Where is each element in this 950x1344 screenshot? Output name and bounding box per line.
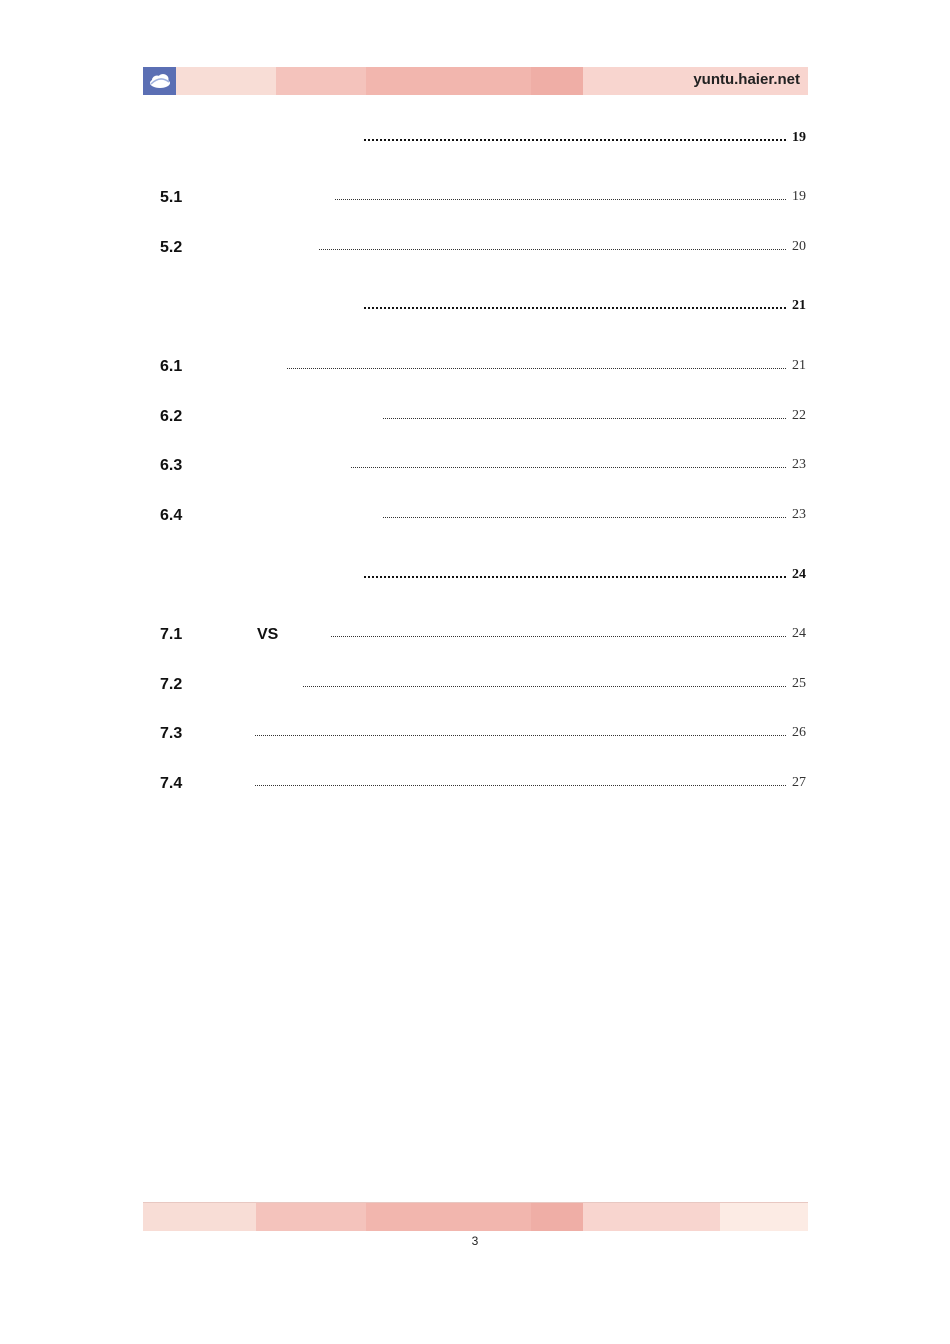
toc-entry-6-2[interactable]	[0, 408, 950, 430]
dot-leader	[364, 576, 786, 578]
page-ref: 25	[792, 676, 806, 691]
dot-leader	[364, 307, 786, 309]
toc-entry-chapter-6[interactable]	[0, 298, 950, 320]
dot-leader	[255, 735, 786, 736]
dot-leader	[364, 139, 786, 141]
dot-leader	[335, 199, 786, 200]
toc-entry-5-2[interactable]	[0, 239, 950, 261]
page-ref: 19	[792, 189, 806, 204]
dot-leader	[351, 467, 786, 468]
toc-entry-chapter-5[interactable]	[0, 130, 950, 152]
section-number: 7.2	[160, 676, 183, 693]
toc-entry-7-2[interactable]	[0, 676, 950, 698]
section-number: 6.4	[160, 507, 183, 524]
header-band	[143, 67, 808, 95]
toc-entry-7-4[interactable]	[0, 775, 950, 797]
toc-entry-chapter-7[interactable]	[0, 567, 950, 589]
page-number: 3	[471, 1234, 479, 1248]
page-ref: 20	[792, 239, 806, 254]
toc-entry-6-1[interactable]	[0, 358, 950, 380]
page-ref: 26	[792, 725, 806, 740]
section-number: 5.2	[160, 239, 183, 256]
page-ref: 23	[792, 507, 806, 522]
toc-entry-5-1[interactable]	[0, 189, 950, 211]
section-number: 5.1	[160, 189, 183, 206]
dot-leader	[255, 785, 786, 786]
section-number: 6.2	[160, 408, 183, 425]
toc-entry-6-4[interactable]	[0, 507, 950, 529]
dot-leader	[383, 517, 786, 518]
page-ref: 27	[792, 775, 806, 790]
page-ref: 24	[792, 567, 806, 582]
section-number: 6.1	[160, 358, 183, 375]
page-ref: 19	[792, 130, 806, 145]
site-url: yuntu.haier.net	[693, 71, 800, 88]
toc-entry-6-3[interactable]	[0, 457, 950, 479]
section-number: 7.1	[160, 626, 183, 643]
dot-leader	[287, 368, 786, 369]
toc-entry-7-3[interactable]	[0, 725, 950, 747]
section-number: 6.3	[160, 457, 183, 474]
page-ref: 22	[792, 408, 806, 423]
page-ref: 21	[792, 298, 806, 313]
section-title-fragment: VS	[257, 626, 279, 643]
dot-leader	[303, 686, 786, 687]
dot-leader	[319, 249, 786, 250]
section-number: 7.4	[160, 775, 183, 792]
footer-band	[143, 1202, 808, 1231]
toc-entry-7-1[interactable]	[0, 626, 950, 648]
page-ref: 24	[792, 626, 806, 641]
dot-leader	[331, 636, 786, 637]
dot-leader	[383, 418, 786, 419]
cloud-logo-icon	[143, 67, 176, 95]
section-number: 7.3	[160, 725, 183, 742]
page-ref: 21	[792, 358, 806, 373]
page-ref: 23	[792, 457, 806, 472]
